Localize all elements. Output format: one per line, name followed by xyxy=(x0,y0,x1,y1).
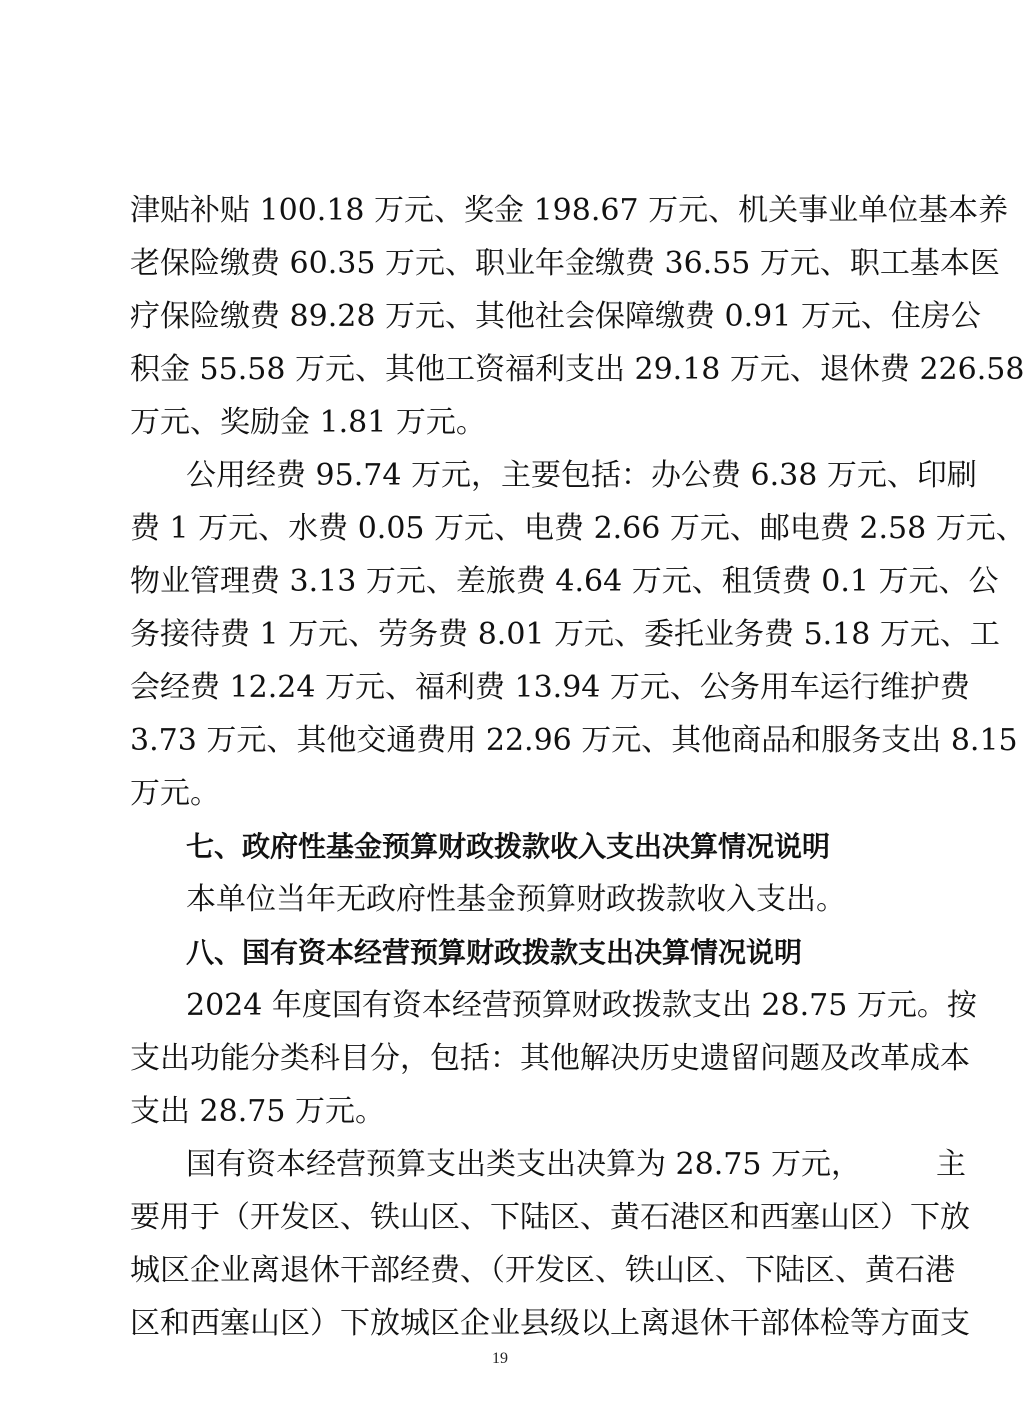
section-heading-8: 八、国有资本经营预算财政拨款支出决算情况说明 xyxy=(186,936,803,969)
text-line: 老保险缴费 60.35 万元、职业年金缴费 36.55 万元、职工基本医 xyxy=(130,246,1000,281)
section-heading-7: 七、政府性基金预算财政拨款收入支出决算情况说明 xyxy=(186,830,831,863)
paragraph-start-line: 本单位当年无政府性基金预算财政拨款收入支出。 xyxy=(186,882,846,917)
text-line: 会经费 12.24 万元、福利费 13.94 万元、公务用车运行维护费 xyxy=(130,670,970,705)
text-line: 疗保险缴费 89.28 万元、其他社会保障缴费 0.91 万元、住房公 xyxy=(130,299,981,334)
paragraph-start-line: 国有资本经营预算支出类支出决算为 28.75 万元， 主 xyxy=(186,1147,966,1182)
text-line: 费 1 万元、水费 0.05 万元、电费 2.66 万元、邮电费 2.58 万元、 xyxy=(130,511,1026,546)
text-line: 积金 55.58 万元、其他工资福利支出 29.18 万元、退休费 226.58 xyxy=(130,352,1025,387)
text-line: 3.73 万元、其他交通费用 22.96 万元、其他商品和服务支出 8.15 xyxy=(130,723,1018,758)
text-line: 要用于（开发区、铁山区、下陆区、黄石港区和西塞山区）下放 xyxy=(130,1200,970,1235)
text-line: 物业管理费 3.13 万元、差旅费 4.64 万元、租赁费 0.1 万元、公 xyxy=(130,564,999,599)
paragraph-start-line: 公用经费 95.74 万元，主要包括：办公费 6.38 万元、印刷 xyxy=(186,458,977,493)
text-line: 支出功能分类科目分，包括：其他解决历史遗留问题及改革成本 xyxy=(130,1041,970,1076)
paragraph-start-line: 2024 年度国有资本经营预算财政拨款支出 28.75 万元。按 xyxy=(186,988,977,1023)
text-line: 支出 28.75 万元。 xyxy=(130,1094,385,1129)
text-line: 万元、奖励金 1.81 万元。 xyxy=(130,405,486,440)
text-line: 务接待费 1 万元、劳务费 8.01 万元、委托业务费 5.18 万元、工 xyxy=(130,617,1000,652)
text-line: 城区企业离退休干部经费、（开发区、铁山区、下陆区、黄石港 xyxy=(130,1253,955,1288)
page-number: 19 xyxy=(492,1350,508,1367)
text-line: 万元。 xyxy=(130,776,220,811)
text-line: 区和西塞山区）下放城区企业县级以上离退休干部体检等方面支 xyxy=(130,1306,970,1341)
text-line: 津贴补贴 100.18 万元、奖金 198.67 万元、机关事业单位基本养 xyxy=(130,193,1009,228)
